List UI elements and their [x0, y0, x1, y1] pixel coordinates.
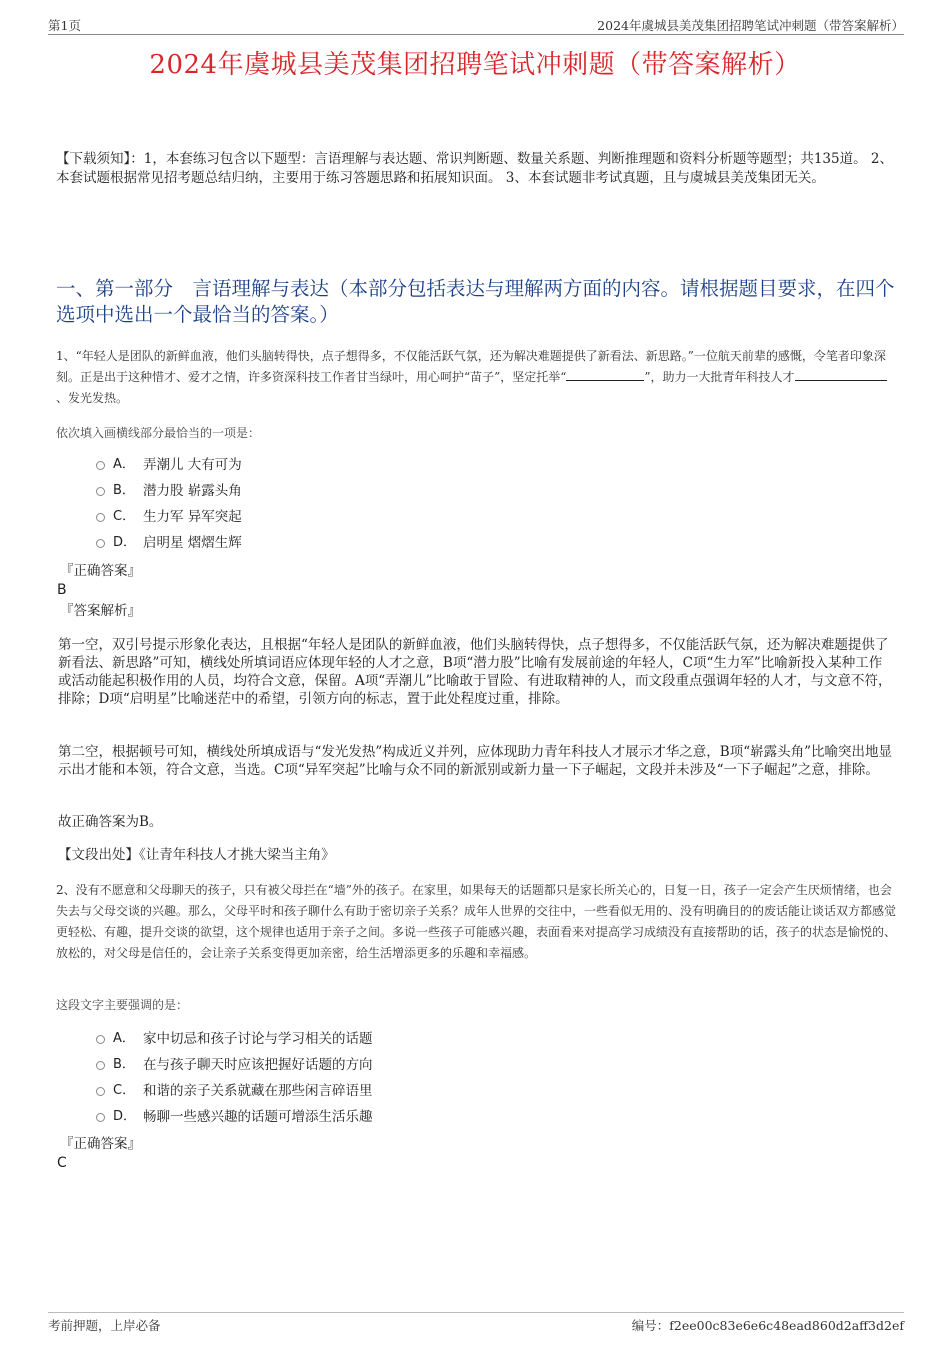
answer-label: 『正确答案』 [60, 563, 141, 579]
radio-icon[interactable] [96, 1113, 105, 1122]
analysis-conclusion: 故正确答案为B。 [58, 814, 163, 830]
question-2-options [96, 1026, 373, 1130]
correct-answer: C [57, 1155, 67, 1171]
text-source: 【文段出处】《让青年科技人才挑大梁当主角》 [58, 847, 335, 863]
analysis-paragraph-1: 第一空，双引号提示形象化表达，且根据“年轻人是团队的新鲜血液，他们头脑转得快，点子想得多，不仅能活跃气氛，还为解决难题提供了新看法、新思路”可知，横线处所填词语应体现年轻的人才之意，B项“潜力股”比喻有发展前途的年轻人，C项“生力军”比喻新投入某种工作或活动能起积极作用的人员，均符合文意，保留。A项“弄潮儿”比喻敢于冒险、有进取精神的人，而文段重点强调年轻的人才，与文意不符，排除；D项“启明星”比喻迷茫中的希望，引领方向的标志，置于此处程度过重，排除。 [58, 637, 892, 707]
radio-icon[interactable] [96, 1061, 105, 1070]
radio-icon[interactable] [96, 513, 105, 522]
option-c[interactable]: C． 和谐的亲子关系就藏在那些闲言碎语里 [96, 1078, 373, 1104]
analysis-paragraph-2: 第二空，根据顿号可知，横线处所填成语与“发光发热”构成近义并列，应体现助力青年科技人才展示才华之意，B项“崭露头角”比喻突出地显示出才能和本领，符合文意，当选。C项“异军突起”比喻与众不同的新派别或新力量一下子崛起，文段并未涉及“一下子崛起”之意，排除。 [58, 744, 893, 778]
question-1-stem: 1、“年轻人是团队的新鲜血液，他们头脑转得快，点子想得多，不仅能活跃气氛，还为解决难题提供了新看法、新思路。”一位航天前辈的感慨，令笔者印象深刻。正是出于这种惜才、爱才之情，许多资深科技工作者甘当绿叶，用心呵护“苗子”，坚定托举“ ”，助力一大批青年科技人才、发光发热。 [56, 349, 886, 405]
option-d[interactable]: D． 畅聊一些感兴趣的话题可增添生活乐趣 [96, 1104, 373, 1130]
option-a[interactable]: A． 家中切忌和孩子讨论与学习相关的话题 [96, 1026, 373, 1052]
header-doc-title: 2024年虞城县美茂集团招聘笔试冲刺题（带答案解析） [597, 18, 904, 33]
blank-1 [566, 368, 644, 381]
analysis-label: 『答案解析』 [60, 603, 141, 619]
option-d[interactable]: D． 启明星 熠熠生辉 [96, 530, 242, 556]
question-2-stem: 2、没有不愿意和父母聊天的孩子，只有被父母拦在“墙”外的孩子。在家里，如果每天的话题都只是家长所关心的，日复一日，孩子一定会产生厌烦情绪，也会失去与父母交谈的兴趣。那么，父母平时和孩子聊什么有助于密切亲子关系？成年人世界的交往中，一些看似无用的、没有明确目的的废话能让谈话双方都感觉更轻松、有趣，提升交谈的欲望，这个规律也适用于亲子之间。多说一些孩子可能感兴趣，表面看来对提高学习成绩没有直接帮助的话，孩子的状态是愉悦的、放松的，对父母是信任的，会让亲子关系变得更加亲密，给生活增添更多的乐趣和幸福感。 [56, 883, 897, 960]
correct-answer: B [57, 582, 67, 598]
question-1-prompt: 依次填入画横线部分最恰当的一项是： [56, 426, 261, 440]
question-2-prompt: 这段文字主要强调的是： [56, 998, 189, 1012]
option-c[interactable]: C． 生力军 异军突起 [96, 504, 242, 530]
section-heading: 一、第一部分 言语理解与表达（本部分包括表达与理解两方面的内容。请根据题目要求，在四个选项中选出一个最恰当的答案。） [56, 277, 895, 326]
radio-icon[interactable] [96, 1087, 105, 1096]
option-b[interactable]: B． 在与孩子聊天时应该把握好话题的方向 [96, 1052, 373, 1078]
question-1-options [96, 452, 242, 556]
page-header [48, 14, 904, 35]
option-b[interactable]: B． 潜力股 崭露头角 [96, 478, 242, 504]
radio-icon[interactable] [96, 487, 105, 496]
answer-label: 『正确答案』 [60, 1136, 141, 1152]
download-notice: 【下载须知】：1，本套练习包含以下题型：言语理解与表达题、常识判断题、数量关系题、判断推理题和资料分析题等题型；共135道。 2、本套试题根据常见招考题总结归纳，主要用于练习答题思路和拓展知识面。 3、本套试题非考试真题，且与虞城县美茂集团无关。 [56, 151, 893, 186]
footer-doc-id: 编号：f2ee00c83e6e6c48ead860d2aff3d2ef [631, 1318, 904, 1333]
radio-icon[interactable] [96, 461, 105, 470]
blank-2 [795, 368, 887, 381]
option-a[interactable]: A． 弄潮儿 大有可为 [96, 452, 242, 478]
document-title: 2024年虞城县美茂集团招聘笔试冲刺题（带答案解析） [149, 50, 801, 80]
radio-icon[interactable] [96, 1035, 105, 1044]
page-number: 第1页 [48, 18, 81, 33]
footer-slogan: 考前押题，上岸必备 [48, 1318, 161, 1333]
radio-icon[interactable] [96, 539, 105, 548]
page-footer [48, 1312, 904, 1335]
